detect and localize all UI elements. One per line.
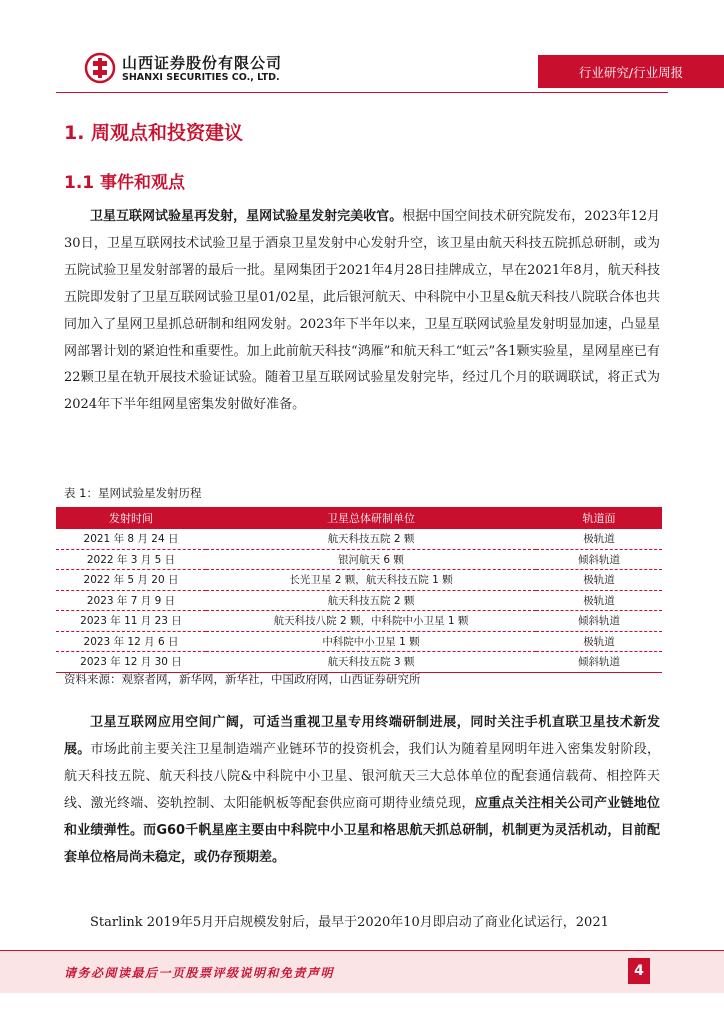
table-row xyxy=(56,652,662,673)
table-cell-unit: 航天科技五院 3 颗 xyxy=(206,652,536,673)
table-cell-unit: 航天科技五院 2 颗 xyxy=(206,529,536,549)
table-cell-orbit: 极轨道 xyxy=(536,590,662,611)
table-header-row xyxy=(56,507,662,529)
table-row xyxy=(56,549,662,570)
paragraph-events-lead: 卫星互联网试验星再发射，星网试验星发射完美收官。 xyxy=(90,209,403,224)
table-cell-date: 2021 年 8 月 24 日 xyxy=(56,529,206,549)
subsection-heading: 1.1 事件和观点 xyxy=(64,173,186,193)
table-cell-date: 2023 年 7 月 9 日 xyxy=(56,590,206,611)
paragraph-applications xyxy=(64,710,660,871)
table-header-date: 发射时间 xyxy=(56,507,206,529)
paragraph-applications-lead: 卫星互联网应用空间广阔，可适当重视卫星专用终端研制进展，同时关注手机直联卫星技术新发展。 xyxy=(64,715,660,757)
table-cell-orbit: 极轨道 xyxy=(536,570,662,591)
paragraph-applications-body: 市场此前主要关注卫星制造端产业链环节的投资机会，我们认为随着星网明年进入密集发射阶段，航天科技五院、航天科技八院&中科院中小卫星、银河航天三大总体单位的配套通信载荷、相控阵天线、激光终端、姿轨控制、太阳能帆板等配套供应商可期待业绩兑现， xyxy=(64,741,660,811)
table-cell-unit: 航天科技五院 2 颗 xyxy=(206,590,536,611)
table-source: 资料来源：观察者网，新华网，新华社，中国政府网，山西证券研究所 xyxy=(64,672,421,686)
company-name-cn: 山西证券股份有限公司 xyxy=(122,54,283,72)
table-cell-date: 2022 年 3 月 5 日 xyxy=(56,549,206,570)
table-cell-orbit: 倾斜轨道 xyxy=(536,652,662,673)
launch-history-table xyxy=(56,507,662,673)
paragraph-applications-tail: 应重点关注相关公司产业链地位和业绩弹性。而G60千帆星座主要由中科院中小卫星和格思航天抓总研制，机制更为灵活机动，目前配套单位格局尚未稳定，或仍存预期差。 xyxy=(64,795,660,865)
footer-disclaimer: 请务必阅读最后一页股票评级说明和免责声明 xyxy=(64,966,335,980)
table-cell-orbit: 倾斜轨道 xyxy=(536,611,662,632)
section-heading: 1. 周观点和投资建议 xyxy=(64,122,244,144)
table-row xyxy=(56,611,662,632)
table-cell-unit: 航天科技八院 2 颗，中科院中小卫星 1 颗 xyxy=(206,611,536,632)
header-divider xyxy=(56,92,668,93)
table-row xyxy=(56,631,662,652)
table-cell-date: 2023 年 11 月 23 日 xyxy=(56,611,206,632)
table-header-orbit: 轨道面 xyxy=(536,507,662,529)
report-type-tag: 行业研究/行业周报 xyxy=(538,55,724,88)
table-cell-unit: 长光卫星 2 颗，航天科技五院 1 颗 xyxy=(206,570,536,591)
table-cell-date: 2023 年 12 月 30 日 xyxy=(56,652,206,673)
paragraph-events-body: 根据中国空间技术研究院发布，2023年12月30日，卫星互联网技术试验卫星于酒泉卫星发射中心发射升空，该卫星由航天科技五院抓总研制，或为五院试验卫星发射部署的最后一批。星网集团于2021年4月28日挂牌成立，早在2021年8月，航天科技五院即发射了卫星互联网试验卫星01/02星，此后银河航天、中科院中小卫星&航天科技八院联合体也共同加入了星网卫星抓总研制和组网发射。2023年下半年以来，卫星互联网试验星发射明显加速，凸显星网部署计划的紧迫性和重要性。加上此前航天科技“鸿雁”和航天科工“虹云”各1颗实验星，星网星座已有22颗卫星在轨开展技术验证试验。随着卫星互联网试验星发射完毕，经过几个月的联调联试，将正式为2024年下半年组网星密集发射做好准备。 xyxy=(64,209,660,413)
table-row xyxy=(56,570,662,591)
table-cell-orbit: 倾斜轨道 xyxy=(536,549,662,570)
table-row xyxy=(56,590,662,611)
table-cell-unit: 中科院中小卫星 1 颗 xyxy=(206,631,536,652)
table-caption: 表 1：星网试验星发射历程 xyxy=(64,486,202,500)
table-row xyxy=(56,529,662,549)
table-cell-date: 2022 年 5 月 20 日 xyxy=(56,570,206,591)
table-header-unit: 卫星总体研制单位 xyxy=(206,507,536,529)
table-cell-orbit: 极轨道 xyxy=(536,631,662,652)
table-cell-orbit: 极轨道 xyxy=(536,529,662,549)
company-name-en: SHANXI SECURITIES CO., LTD. xyxy=(122,72,280,83)
table-cell-date: 2023 年 12 月 6 日 xyxy=(56,631,206,652)
page-number: 4 xyxy=(628,958,650,984)
company-logo-icon xyxy=(84,52,116,84)
table-cell-unit: 银河航天 6 颗 xyxy=(206,549,536,570)
paragraph-starlink: Starlink 2019年5月开启规模发射后，最早于2020年10月即启动了商业化试运行，2021 xyxy=(90,915,609,930)
paragraph-events xyxy=(64,204,660,419)
